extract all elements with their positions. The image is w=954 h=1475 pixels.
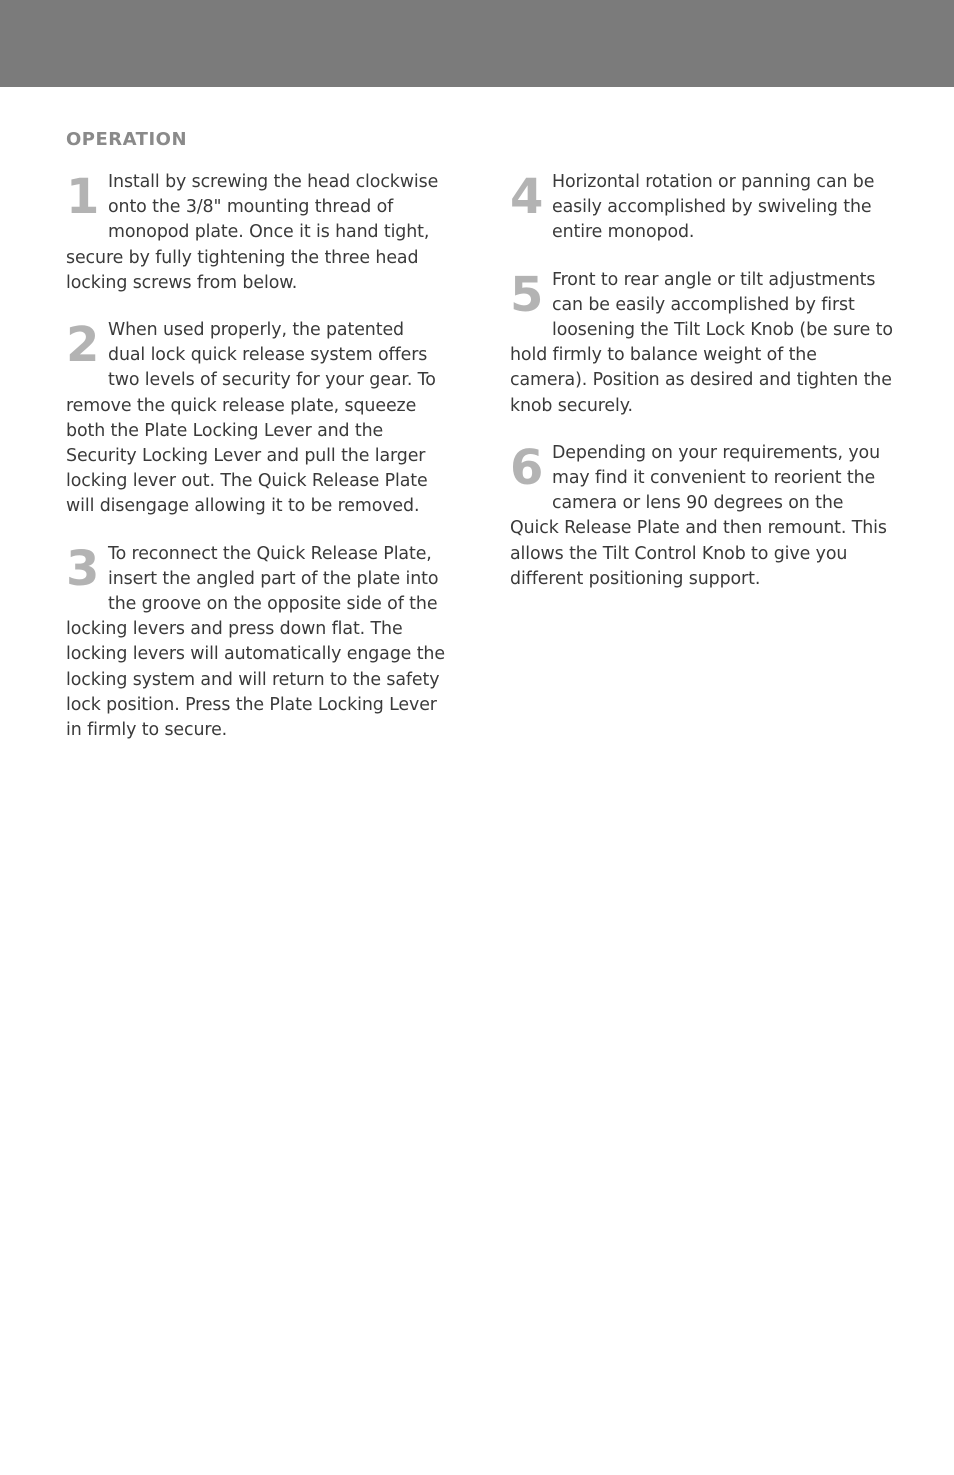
step-text: Horizontal rotation or panning can be easily accomplished by swiveling the entire monopod.	[552, 172, 875, 243]
step-1	[66, 170, 446, 296]
step-number: 4	[510, 169, 544, 225]
step-4	[510, 170, 894, 246]
step-number: 6	[510, 439, 544, 496]
step-3	[66, 542, 446, 744]
step-text: Front to rear angle or tilt adjustments can be easily accomplished by first loosening the Tilt Lock Knob (be sure to hold firmly to balance weight of the camera). Position as desired and tighten the knob securely.	[510, 269, 893, 416]
right-column	[510, 170, 894, 614]
header-bar	[0, 0, 954, 87]
step-number: 3	[66, 540, 100, 597]
step-number: 1	[66, 169, 100, 225]
step-5	[510, 268, 894, 419]
left-column	[66, 170, 446, 765]
step-number: 2	[66, 317, 100, 374]
step-text: Install by screwing the head clockwise onto the 3/8" mounting thread of monopod plate. Once it is hand tight, secure by fully tightening the three head locking screws from below.	[66, 172, 439, 293]
step-6	[510, 441, 894, 592]
step-text: When used properly, the patented dual lock quick release system offers two levels of security for your gear. To remove the quick release plate, squeeze both the Plate Locking Lever and the Security Locking Lever and pull the larger locking lever out. The Quick Release Plate will disengage allowing it to be removed.	[66, 320, 436, 517]
step-text: To reconnect the Quick Release Plate, insert the angled part of the plate into the groove on the opposite side of the locking levers and press down flat. The locking levers will automatically engage the locking system and will return to the safety lock position. Press the Plate Locking Lever in firmly to secure.	[66, 543, 445, 741]
step-text: Depending on your requirements, you may find it convenient to reorient the camera or lens 90 degrees on the Quick Release Plate and then remount. This allows the Tilt Control Knob to give you different positioning support.	[510, 442, 887, 589]
section-heading: OPERATION	[66, 129, 188, 150]
step-2	[66, 318, 446, 520]
step-number: 5	[510, 266, 544, 323]
